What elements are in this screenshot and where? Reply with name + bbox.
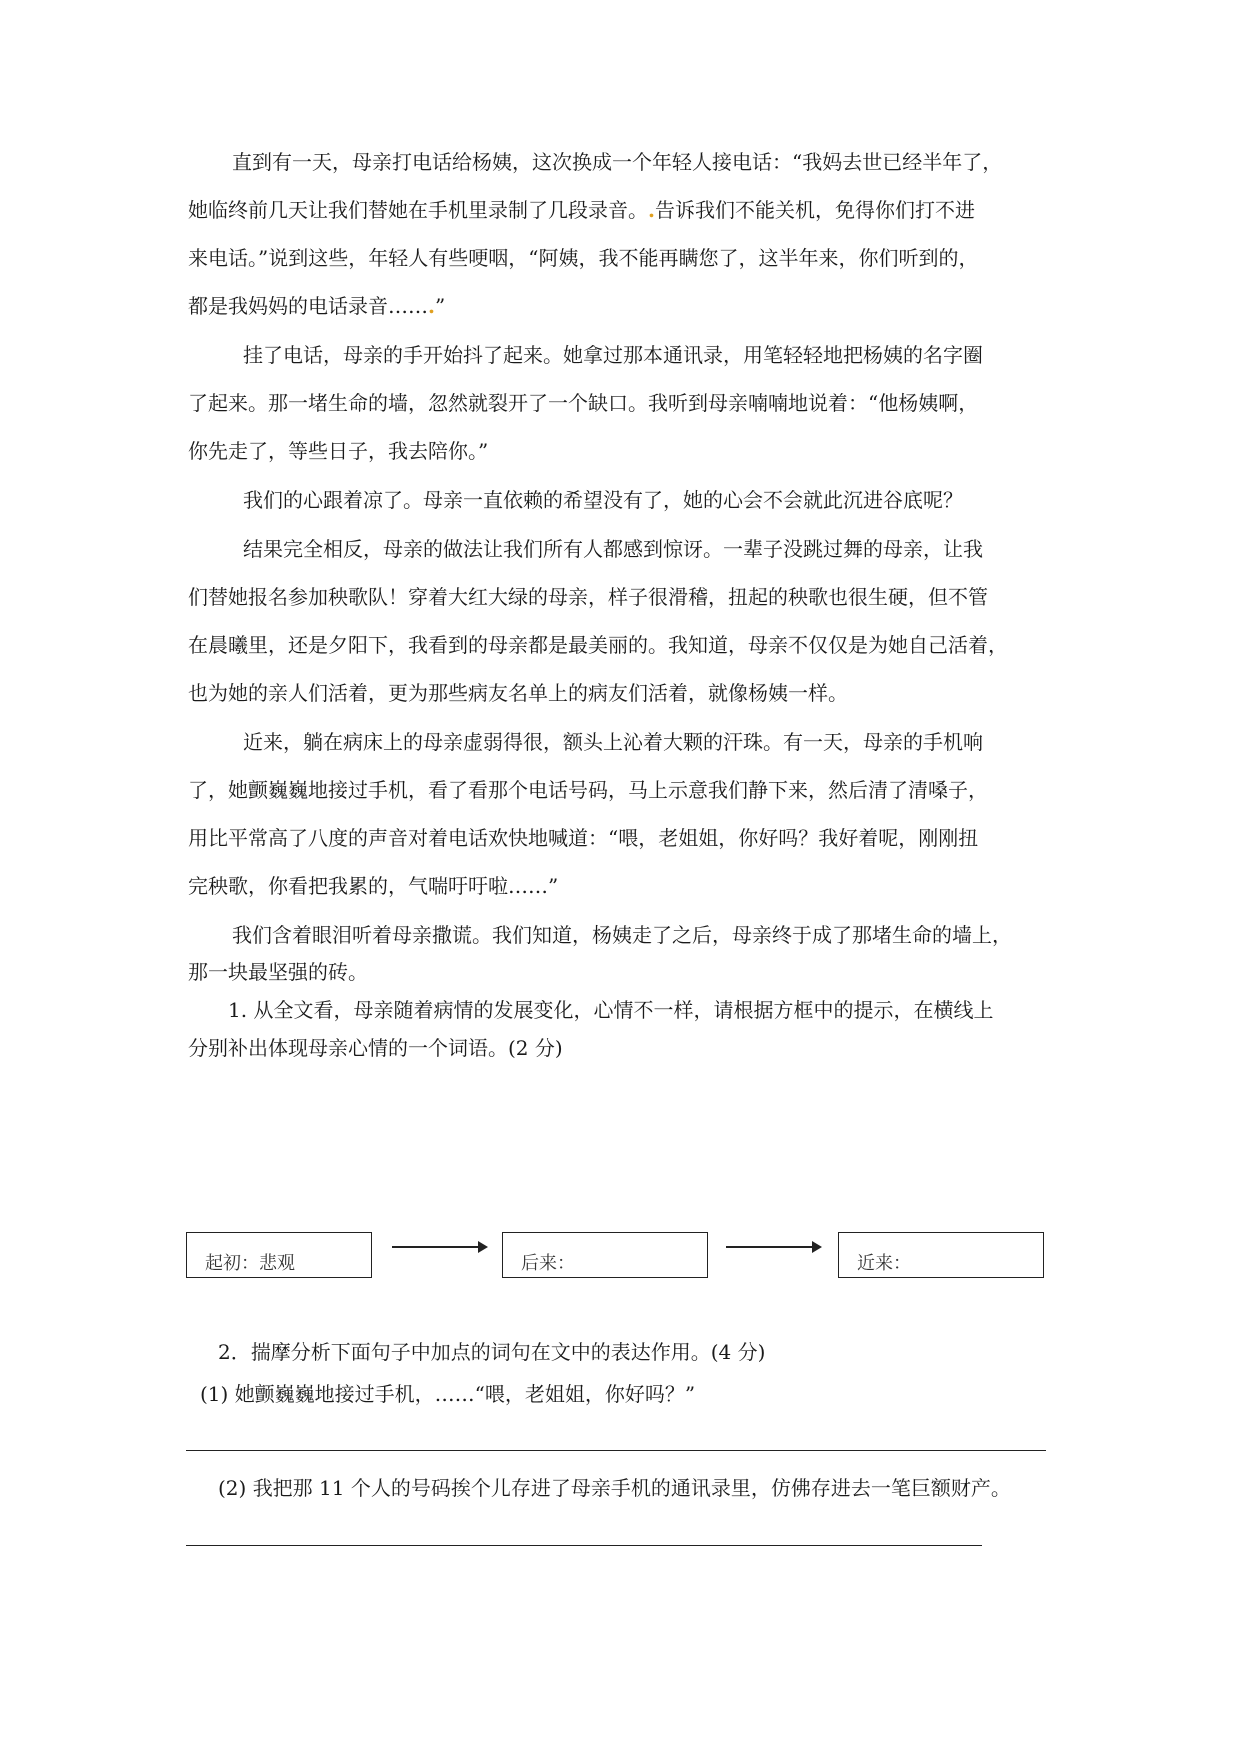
- arrow-right-icon: [392, 1240, 488, 1254]
- flow-box-recent-label: 近来：: [857, 1253, 911, 1274]
- passage-p5-line-2: 了，她颤巍巍地接过手机，看了看那个电话号码，马上示意我们静下来，然后清了清嗓子，: [188, 778, 988, 802]
- passage-p4-line-4: 也为她的亲人们活着，更为那些病友名单上的病友们活着，就像杨姨一样。: [188, 681, 848, 705]
- flow-box-initial: [186, 1232, 372, 1278]
- arrow-right-icon: [726, 1240, 822, 1254]
- passage-p1-line-2: [188, 196, 975, 224]
- passage-p1-line-3: 来电话。”说到这些，年轻人有些哽咽，“阿姨，我不能再瞒您了，这半年来，你们听到的，: [188, 246, 979, 270]
- emphasis-dot: .: [428, 294, 435, 318]
- passage-p6-line-2: 那一块最坚强的砖。: [188, 960, 368, 984]
- passage-p1-line-4: [188, 292, 445, 320]
- passage-p3-line-1: 我们的心跟着凉了。母亲一直依赖的希望没有了，她的心会不会就此沉进谷底呢？: [243, 488, 963, 512]
- question-2-sentence-1: (1) 她颤巍巍地接过手机，……“喂，老姐姐，你好吗？”: [200, 1382, 696, 1406]
- passage-p2-line-1: 挂了电话，母亲的手开始抖了起来。她拿过那本通讯录，用笔轻轻地把杨姨的名字圈: [243, 343, 983, 367]
- answer-line-2[interactable]: [186, 1545, 982, 1546]
- passage-p1-line-2b: 告诉我们不能关机，免得你们打不进: [654, 198, 975, 222]
- passage-p6-line-1: 我们含着眼泪听着母亲撒谎。我们知道，杨姨走了之后，母亲终于成了那堵生命的墙上，: [232, 923, 1012, 947]
- emphasis-dot: .: [648, 198, 655, 222]
- question-2-sentence-2: (2) 我把那 11 个人的号码挨个儿存进了母亲手机的通讯录里，仿佛存进去一笔巨额财产。: [218, 1476, 1011, 1500]
- passage-p1-line-4b: ”: [434, 294, 446, 318]
- passage-p5-line-1: 近来，躺在病床上的母亲虚弱得很，额头上沁着大颗的汗珠。有一天，母亲的手机响: [243, 730, 983, 754]
- passage-p5-line-3: 用比平常高了八度的声音对着电话欢快地喊道：“喂，老姐姐，你好吗？我好着呢，刚刚扭: [188, 826, 979, 850]
- flow-box-initial-label: 起初：悲观: [205, 1253, 295, 1274]
- flow-box-recent[interactable]: [838, 1232, 1044, 1278]
- passage-p1-line-1: 直到有一天，母亲打电话给杨姨，这次换成一个年轻人接电话：“我妈去世已经半年了，: [232, 150, 1003, 174]
- question-2-title: 2．揣摩分析下面句子中加点的词句在文中的表达作用。(4 分): [218, 1340, 766, 1364]
- question-1-line-1: 1. 从全文看，母亲随着病情的发展变化，心情不一样，请根据方框中的提示，在横线上: [228, 998, 994, 1022]
- passage-p4-line-3: 在晨曦里，还是夕阳下，我看到的母亲都是最美丽的。我知道，母亲不仅仅是为她自己活着，: [188, 633, 1008, 657]
- passage-p4-line-1: 结果完全相反，母亲的做法让我们所有人都感到惊讶。一辈子没跳过舞的母亲，让我: [243, 537, 983, 561]
- passage-p1-line-4a: 都是我妈妈的电话录音……: [188, 294, 428, 318]
- passage-p2-line-3: 你先走了，等些日子，我去陪你。”: [188, 439, 489, 463]
- answer-line-1[interactable]: [186, 1450, 1046, 1451]
- flow-box-later-label: 后来：: [521, 1253, 575, 1274]
- passage-p2-line-2: 了起来。那一堵生命的墙，忽然就裂开了一个缺口。我听到母亲喃喃地说着：“他杨姨啊，: [188, 391, 979, 415]
- passage-p1-line-2a: 她临终前几天让我们替她在手机里录制了几段录音。: [188, 198, 648, 222]
- passage-p5-line-4: 完秧歌，你看把我累的，气喘吁吁啦……”: [188, 874, 559, 898]
- question-1-line-2: 分别补出体现母亲心情的一个词语。(2 分): [188, 1036, 563, 1060]
- passage-p4-line-2: 们替她报名参加秧歌队！穿着大红大绿的母亲，样子很滑稽，扭起的秧歌也很生硬，但不管: [188, 585, 988, 609]
- flow-box-later[interactable]: [502, 1232, 708, 1278]
